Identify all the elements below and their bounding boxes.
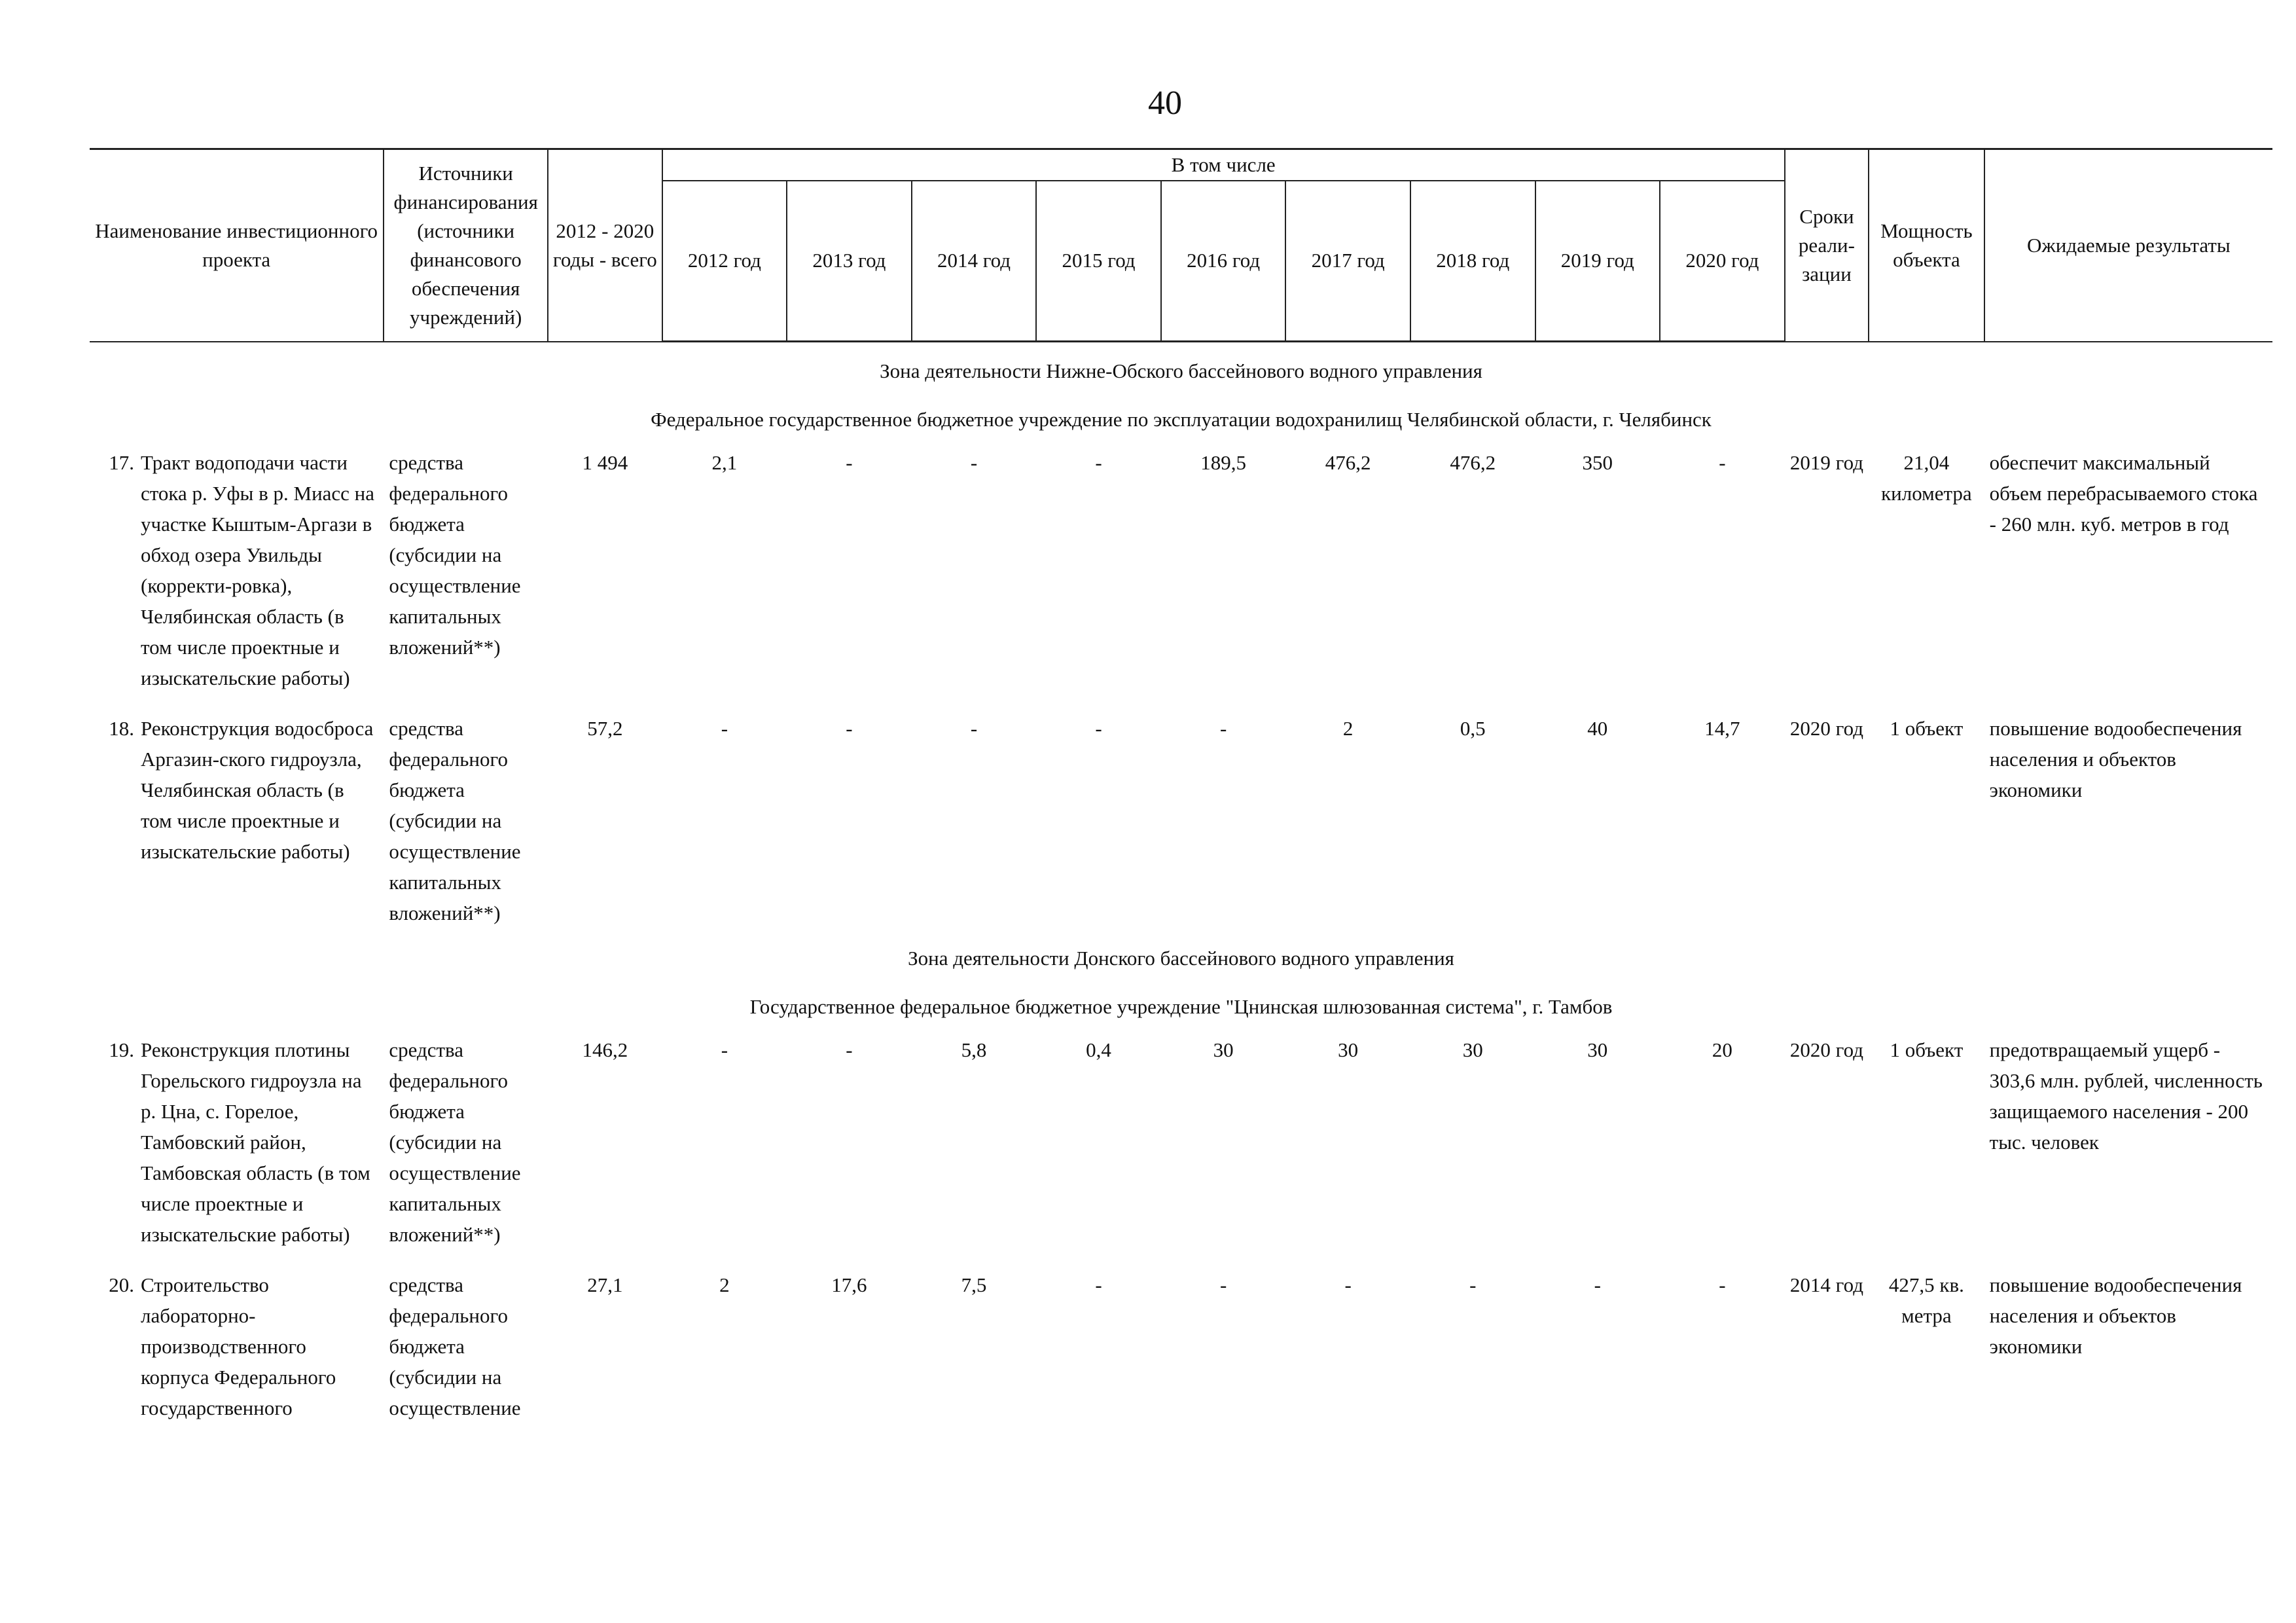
header-year: 2018 год [1410, 181, 1535, 342]
year-value: - [1219, 717, 1227, 740]
year-value: 20 [1712, 1038, 1732, 1061]
year-value: 476,2 [1325, 451, 1371, 474]
total-value: 57,2 [587, 717, 623, 740]
expected-result: предотвращаемый ущерб - 303,6 млн. рублей, численность защищаемого населения - 200 тыс. человек [1989, 1038, 2263, 1154]
table-row [90, 699, 2272, 934]
project-name: Реконструкция плотины Горельского гидроузла на р. Цна, с. Горелое, Тамбовский район, Тамбовская область (в том числе проектные и изыскательские работы) [141, 1038, 370, 1246]
object-capacity: 427,5 кв. метра [1888, 1273, 1964, 1327]
year-value: 7,5 [961, 1273, 987, 1296]
header-total: 2012 - 2020 годы - всего [548, 149, 662, 342]
header-year: 2019 год [1535, 181, 1660, 342]
page-number: 40 [1148, 84, 1182, 122]
project-name: Реконструкция водосброса Аргазин-ского гидроузла, Челябинская область (в том числе проектные и изыскательские работы) [141, 717, 374, 863]
header-year: 2017 год [1285, 181, 1410, 342]
table-row [90, 443, 2272, 699]
object-capacity: 1 объект [1890, 1038, 1964, 1061]
year-value: 30 [1462, 1038, 1483, 1061]
header-capacity: Мощность объекта [1869, 149, 1984, 342]
expected-result: повышение водообеспечения населения и объектов экономики [1989, 1273, 2242, 1358]
funding-source: средства федерального бюджета (субсидии на осуществление капитальных вложений**) [389, 717, 521, 924]
expected-result: обеспечит максимальный объем перебрасываемого стока - 260 млн. куб. метров в год [1989, 451, 2258, 536]
implementation-term: 2020 год [1789, 1038, 1863, 1061]
year-value: - [846, 1038, 853, 1061]
header-year: 2020 год [1660, 181, 1785, 342]
year-value: - [970, 451, 978, 474]
year-value: 350 [1582, 451, 1613, 474]
zone-title: Зона деятельности Нижне-Обского бассейнового водного управления [880, 359, 1482, 382]
year-value: - [1594, 1273, 1601, 1296]
year-value: - [1344, 1273, 1352, 1296]
header-year: 2012 год [662, 181, 787, 342]
expected-result: повышение водообеспечения населения и объектов экономики [1989, 717, 2242, 801]
investment-projects-table [90, 148, 2272, 1429]
institution-row [90, 395, 2272, 443]
zone-row [90, 342, 2272, 395]
year-value: 189,5 [1200, 451, 1246, 474]
row-number: 19. [109, 1038, 134, 1061]
year-value: 30 [1213, 1038, 1234, 1061]
header-year: 2015 год [1036, 181, 1161, 342]
row-number: 18. [109, 717, 134, 740]
header-terms: Сроки реали- зации [1785, 149, 1869, 342]
institution-title: Государственное федеральное бюджетное учреждение "Цнинская шлюзованная система", г. Тамбов [749, 995, 1613, 1018]
year-value: - [1719, 451, 1726, 474]
year-value: 14,7 [1704, 717, 1740, 740]
implementation-term: 2020 год [1789, 717, 1863, 740]
zone-row [90, 934, 2272, 982]
table-header [90, 149, 2272, 342]
year-value: - [1719, 1273, 1726, 1296]
object-capacity: 1 объект [1890, 717, 1964, 740]
funding-source: средства федерального бюджета (субсидии на осуществление капитальных вложений**) [389, 1038, 521, 1246]
year-value: 17,6 [831, 1273, 867, 1296]
zone-title: Зона деятельности Донского бассейнового водного управления [908, 947, 1454, 970]
row-number: 17. [109, 451, 134, 474]
institution-row [90, 982, 2272, 1030]
header-name: Наименование инвестиционного проекта [90, 149, 384, 342]
year-value: 476,2 [1450, 451, 1496, 474]
header-year: 2013 год [787, 181, 912, 342]
year-value: - [721, 1038, 728, 1061]
implementation-term: 2014 год [1789, 1273, 1863, 1296]
year-value: 0,4 [1086, 1038, 1111, 1061]
year-value: - [1469, 1273, 1477, 1296]
header-year: 2014 год [912, 181, 1037, 342]
total-value: 27,1 [587, 1273, 623, 1296]
year-value: 40 [1587, 717, 1608, 740]
project-name: Строительство лабораторно-производственного корпуса Федерального государственного [141, 1273, 336, 1419]
year-value: 2 [719, 1273, 730, 1296]
year-value: - [721, 717, 728, 740]
year-value: - [1095, 451, 1102, 474]
table-body [90, 342, 2272, 1429]
year-value: - [846, 451, 853, 474]
table-row [90, 1030, 2272, 1255]
year-value: 30 [1587, 1038, 1608, 1061]
year-value: 5,8 [961, 1038, 987, 1061]
year-value: 2,1 [711, 451, 738, 474]
year-value: 2 [1342, 717, 1354, 740]
funding-source: средства федерального бюджета (субсидии на осуществление капитальных вложений**) [389, 451, 521, 659]
header-year: 2016 год [1161, 181, 1286, 342]
year-value: - [970, 717, 978, 740]
object-capacity: 21,04 километра [1881, 451, 1972, 505]
implementation-term: 2019 год [1789, 451, 1863, 474]
year-value: 0,5 [1460, 717, 1486, 740]
table-row [90, 1255, 2272, 1429]
total-value: 1 494 [582, 451, 628, 474]
row-number: 20. [109, 1273, 134, 1296]
total-value: 146,2 [582, 1038, 628, 1061]
year-value: - [846, 717, 853, 740]
header-sources: Источники финансирования (источники финансового обеспечения учреждений) [384, 149, 548, 342]
header-results: Ожидаемые результаты [1984, 149, 2272, 342]
year-value: - [1095, 717, 1102, 740]
year-value: - [1219, 1273, 1227, 1296]
institution-title: Федеральное государственное бюджетное учреждение по эксплуатации водохранилищ Челябинской области, г. Челябинск [651, 408, 1712, 431]
year-value: - [1095, 1273, 1102, 1296]
header-including: В том числе [662, 149, 1785, 181]
funding-source: средства федерального бюджета (субсидии на осуществление [389, 1273, 521, 1419]
year-value: 30 [1338, 1038, 1359, 1061]
project-name: Тракт водоподачи части стока р. Уфы в р. Миасс на участке Кыштым-Аргази в обход озера Увильды (корректи-ровка), Челябинская область (в том числе проектные и изыскательские работы) [141, 451, 375, 689]
